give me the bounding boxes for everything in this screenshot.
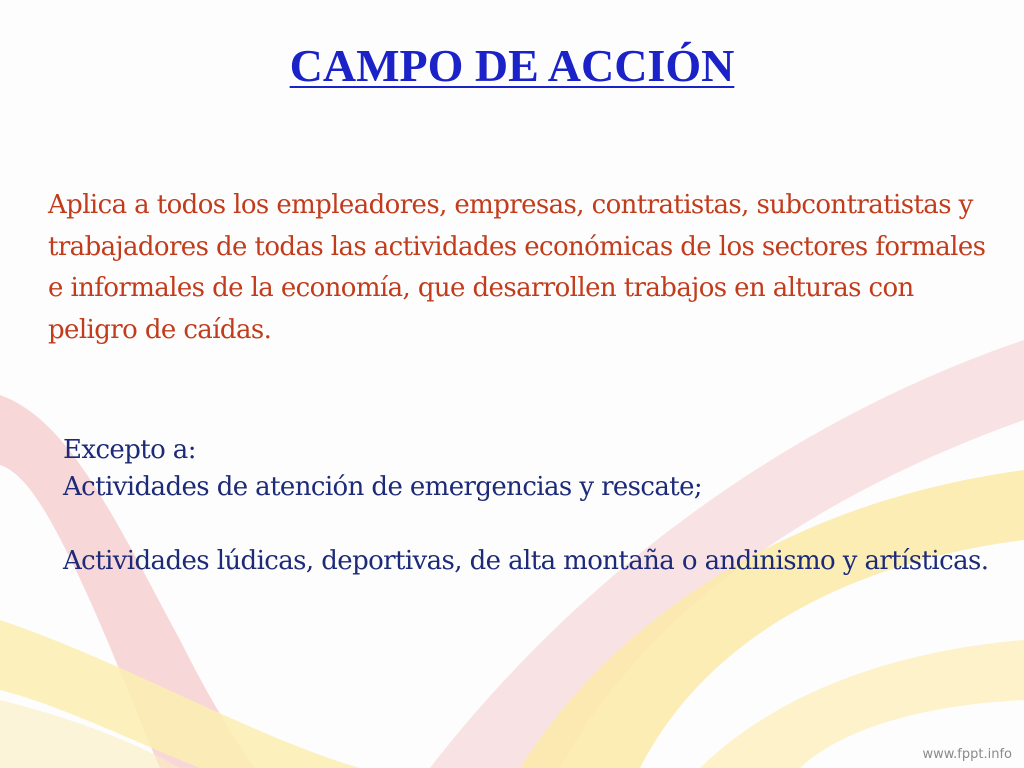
exceptions-block (63, 432, 1013, 580)
footer-site: www.fppt.info (922, 747, 1012, 762)
exception-item-2: Actividades lúdicas, deportivas, de alta montaña o andinismo y artísticas. (63, 546, 989, 576)
scope-paragraph (48, 185, 988, 351)
except-label: Excepto a: (63, 435, 196, 465)
page-title: CAMPO DE ACCIÓN (289, 40, 735, 91)
scope-paragraph-text: Aplica a todos los empleadores, empresas, contratistas, subcontratistas y trabajadores de todas las actividades económicas de los sectores formales e informales de la economía, que desarrollen trabajos en alturas con peligro de caídas. (48, 190, 986, 345)
exception-item-1: Actividades de atención de emergencias y rescate; (63, 472, 703, 502)
